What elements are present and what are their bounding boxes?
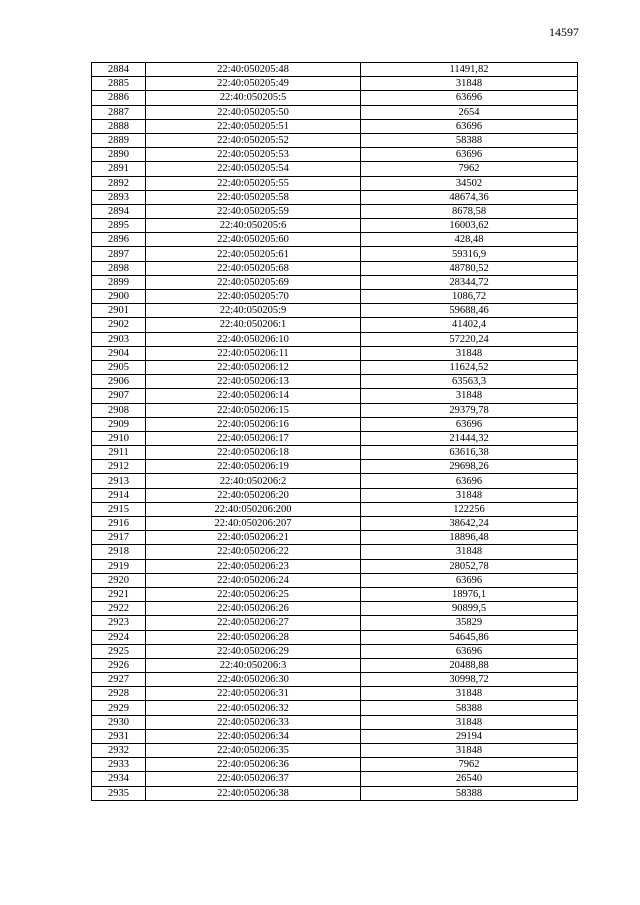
row-number-cell: 2899 bbox=[92, 275, 146, 289]
row-number-cell: 2889 bbox=[92, 133, 146, 147]
row-number-cell: 2905 bbox=[92, 360, 146, 374]
table-row bbox=[92, 105, 578, 119]
value-cell: 31848 bbox=[361, 389, 578, 403]
value-cell: 30998,72 bbox=[361, 673, 578, 687]
value-cell: 31848 bbox=[361, 488, 578, 502]
value-cell: 59688,46 bbox=[361, 304, 578, 318]
cadastral-number-cell: 22:40:050205:51 bbox=[146, 119, 361, 133]
row-number-cell: 2925 bbox=[92, 644, 146, 658]
value-cell: 35829 bbox=[361, 616, 578, 630]
table-row bbox=[92, 290, 578, 304]
value-cell: 11491,82 bbox=[361, 63, 578, 77]
value-cell: 63696 bbox=[361, 417, 578, 431]
cadastral-number-cell: 22:40:050206:23 bbox=[146, 559, 361, 573]
cadastral-number-cell: 22:40:050205:53 bbox=[146, 148, 361, 162]
value-cell: 63696 bbox=[361, 148, 578, 162]
value-cell: 122256 bbox=[361, 502, 578, 516]
value-cell: 63696 bbox=[361, 573, 578, 587]
table-row bbox=[92, 190, 578, 204]
row-number-cell: 2929 bbox=[92, 701, 146, 715]
table-row bbox=[92, 488, 578, 502]
cadastral-number-cell: 22:40:050206:207 bbox=[146, 517, 361, 531]
table-row bbox=[92, 474, 578, 488]
value-cell: 63563,3 bbox=[361, 375, 578, 389]
row-number-cell: 2919 bbox=[92, 559, 146, 573]
cadastral-number-cell: 22:40:050206:20 bbox=[146, 488, 361, 502]
value-cell: 63696 bbox=[361, 644, 578, 658]
table-row bbox=[92, 559, 578, 573]
cadastral-number-cell: 22:40:050206:17 bbox=[146, 431, 361, 445]
table-row bbox=[92, 332, 578, 346]
row-number-cell: 2923 bbox=[92, 616, 146, 630]
table-row bbox=[92, 304, 578, 318]
table-row bbox=[92, 133, 578, 147]
value-cell: 63696 bbox=[361, 91, 578, 105]
cadastral-number-cell: 22:40:050205:48 bbox=[146, 63, 361, 77]
table-row bbox=[92, 176, 578, 190]
table-row bbox=[92, 758, 578, 772]
cadastral-number-cell: 22:40:050205:9 bbox=[146, 304, 361, 318]
row-number-cell: 2924 bbox=[92, 630, 146, 644]
row-number-cell: 2892 bbox=[92, 176, 146, 190]
row-number-cell: 2886 bbox=[92, 91, 146, 105]
row-number-cell: 2901 bbox=[92, 304, 146, 318]
cadastral-number-cell: 22:40:050206:13 bbox=[146, 375, 361, 389]
table-row bbox=[92, 403, 578, 417]
value-cell: 54645,86 bbox=[361, 630, 578, 644]
row-number-cell: 2895 bbox=[92, 219, 146, 233]
row-number-cell: 2887 bbox=[92, 105, 146, 119]
row-number-cell: 2930 bbox=[92, 715, 146, 729]
cadastral-number-cell: 22:40:050205:59 bbox=[146, 204, 361, 218]
cadastral-number-cell: 22:40:050206:21 bbox=[146, 531, 361, 545]
cadastral-number-cell: 22:40:050206:36 bbox=[146, 758, 361, 772]
cadastral-number-cell: 22:40:050205:5 bbox=[146, 91, 361, 105]
cadastral-number-cell: 22:40:050206:34 bbox=[146, 729, 361, 743]
table-row bbox=[92, 460, 578, 474]
row-number-cell: 2904 bbox=[92, 346, 146, 360]
row-number-cell: 2909 bbox=[92, 417, 146, 431]
table-row bbox=[92, 644, 578, 658]
value-cell: 29698,26 bbox=[361, 460, 578, 474]
table-row bbox=[92, 531, 578, 545]
value-cell: 31848 bbox=[361, 715, 578, 729]
cadastral-number-cell: 22:40:050205:6 bbox=[146, 219, 361, 233]
cadastral-number-cell: 22:40:050206:35 bbox=[146, 744, 361, 758]
row-number-cell: 2927 bbox=[92, 673, 146, 687]
value-cell: 26540 bbox=[361, 772, 578, 786]
value-cell: 18976,1 bbox=[361, 587, 578, 601]
row-number-cell: 2928 bbox=[92, 687, 146, 701]
cadastral-number-cell: 22:40:050206:32 bbox=[146, 701, 361, 715]
table-row bbox=[92, 687, 578, 701]
row-number-cell: 2894 bbox=[92, 204, 146, 218]
row-number-cell: 2912 bbox=[92, 460, 146, 474]
table-row bbox=[92, 729, 578, 743]
table-row bbox=[92, 602, 578, 616]
value-cell: 1086,72 bbox=[361, 290, 578, 304]
cadastral-number-cell: 22:40:050206:31 bbox=[146, 687, 361, 701]
table-row bbox=[92, 162, 578, 176]
row-number-cell: 2906 bbox=[92, 375, 146, 389]
table-row bbox=[92, 275, 578, 289]
row-number-cell: 2896 bbox=[92, 233, 146, 247]
page-number: 14597 bbox=[549, 25, 579, 39]
table-row bbox=[92, 786, 578, 800]
table-row bbox=[92, 658, 578, 672]
table-row bbox=[92, 204, 578, 218]
row-number-cell: 2920 bbox=[92, 573, 146, 587]
cadastral-number-cell: 22:40:050206:16 bbox=[146, 417, 361, 431]
value-cell: 7962 bbox=[361, 162, 578, 176]
table-row bbox=[92, 375, 578, 389]
row-number-cell: 2907 bbox=[92, 389, 146, 403]
cadastral-number-cell: 22:40:050205:60 bbox=[146, 233, 361, 247]
cadastral-number-cell: 22:40:050206:26 bbox=[146, 602, 361, 616]
table-row bbox=[92, 318, 578, 332]
table-row bbox=[92, 701, 578, 715]
row-number-cell: 2888 bbox=[92, 119, 146, 133]
cadastral-number-cell: 22:40:050205:52 bbox=[146, 133, 361, 147]
row-number-cell: 2931 bbox=[92, 729, 146, 743]
table-row bbox=[92, 502, 578, 516]
cadastral-number-cell: 22:40:050206:25 bbox=[146, 587, 361, 601]
value-cell: 28052,78 bbox=[361, 559, 578, 573]
cadastral-number-cell: 22:40:050206:15 bbox=[146, 403, 361, 417]
cadastral-number-cell: 22:40:050205:70 bbox=[146, 290, 361, 304]
value-cell: 18896,48 bbox=[361, 531, 578, 545]
row-number-cell: 2893 bbox=[92, 190, 146, 204]
value-cell: 7962 bbox=[361, 758, 578, 772]
value-cell: 428,48 bbox=[361, 233, 578, 247]
value-cell: 63616,38 bbox=[361, 446, 578, 460]
cadastral-number-cell: 22:40:050206:38 bbox=[146, 786, 361, 800]
row-number-cell: 2903 bbox=[92, 332, 146, 346]
cadastral-number-cell: 22:40:050206:37 bbox=[146, 772, 361, 786]
table-row bbox=[92, 616, 578, 630]
cadastral-number-cell: 22:40:050206:10 bbox=[146, 332, 361, 346]
row-number-cell: 2900 bbox=[92, 290, 146, 304]
cadastral-value-table bbox=[91, 62, 578, 801]
table-row bbox=[92, 389, 578, 403]
cadastral-number-cell: 22:40:050205:61 bbox=[146, 247, 361, 261]
table-row bbox=[92, 630, 578, 644]
value-cell: 63696 bbox=[361, 119, 578, 133]
cadastral-number-cell: 22:40:050206:14 bbox=[146, 389, 361, 403]
row-number-cell: 2902 bbox=[92, 318, 146, 332]
cadastral-number-cell: 22:40:050205:69 bbox=[146, 275, 361, 289]
cadastral-number-cell: 22:40:050206:22 bbox=[146, 545, 361, 559]
cadastral-number-cell: 22:40:050205:54 bbox=[146, 162, 361, 176]
cadastral-number-cell: 22:40:050206:12 bbox=[146, 360, 361, 374]
table-row bbox=[92, 545, 578, 559]
cadastral-number-cell: 22:40:050205:55 bbox=[146, 176, 361, 190]
table-row bbox=[92, 91, 578, 105]
row-number-cell: 2916 bbox=[92, 517, 146, 531]
table-row bbox=[92, 77, 578, 91]
row-number-cell: 2918 bbox=[92, 545, 146, 559]
table-row bbox=[92, 715, 578, 729]
value-cell: 34502 bbox=[361, 176, 578, 190]
table-row bbox=[92, 233, 578, 247]
cadastral-number-cell: 22:40:050205:68 bbox=[146, 261, 361, 275]
cadastral-number-cell: 22:40:050206:200 bbox=[146, 502, 361, 516]
value-cell: 58388 bbox=[361, 133, 578, 147]
value-cell: 20488,88 bbox=[361, 658, 578, 672]
value-cell: 58388 bbox=[361, 701, 578, 715]
row-number-cell: 2885 bbox=[92, 77, 146, 91]
row-number-cell: 2884 bbox=[92, 63, 146, 77]
table-row bbox=[92, 148, 578, 162]
cadastral-number-cell: 22:40:050206:1 bbox=[146, 318, 361, 332]
table-row bbox=[92, 517, 578, 531]
value-cell: 48674,36 bbox=[361, 190, 578, 204]
cadastral-number-cell: 22:40:050206:24 bbox=[146, 573, 361, 587]
table-row bbox=[92, 63, 578, 77]
cadastral-number-cell: 22:40:050206:18 bbox=[146, 446, 361, 460]
cadastral-number-cell: 22:40:050206:27 bbox=[146, 616, 361, 630]
cadastral-number-cell: 22:40:050206:33 bbox=[146, 715, 361, 729]
row-number-cell: 2935 bbox=[92, 786, 146, 800]
table-row bbox=[92, 346, 578, 360]
cadastral-number-cell: 22:40:050205:50 bbox=[146, 105, 361, 119]
value-cell: 8678,58 bbox=[361, 204, 578, 218]
table-row bbox=[92, 573, 578, 587]
table-row bbox=[92, 417, 578, 431]
value-cell: 41402,4 bbox=[361, 318, 578, 332]
table-row bbox=[92, 431, 578, 445]
row-number-cell: 2932 bbox=[92, 744, 146, 758]
row-number-cell: 2910 bbox=[92, 431, 146, 445]
table-row bbox=[92, 446, 578, 460]
value-cell: 31848 bbox=[361, 687, 578, 701]
value-cell: 38642,24 bbox=[361, 517, 578, 531]
value-cell: 31848 bbox=[361, 77, 578, 91]
table-row bbox=[92, 261, 578, 275]
table-row bbox=[92, 360, 578, 374]
cadastral-number-cell: 22:40:050206:28 bbox=[146, 630, 361, 644]
row-number-cell: 2891 bbox=[92, 162, 146, 176]
cadastral-number-cell: 22:40:050205:58 bbox=[146, 190, 361, 204]
table-body bbox=[92, 63, 578, 801]
row-number-cell: 2890 bbox=[92, 148, 146, 162]
value-cell: 90899,5 bbox=[361, 602, 578, 616]
value-cell: 11624,52 bbox=[361, 360, 578, 374]
row-number-cell: 2911 bbox=[92, 446, 146, 460]
value-cell: 48780,52 bbox=[361, 261, 578, 275]
row-number-cell: 2921 bbox=[92, 587, 146, 601]
value-cell: 28344,72 bbox=[361, 275, 578, 289]
row-number-cell: 2914 bbox=[92, 488, 146, 502]
table-row bbox=[92, 673, 578, 687]
value-cell: 58388 bbox=[361, 786, 578, 800]
row-number-cell: 2915 bbox=[92, 502, 146, 516]
value-cell: 31848 bbox=[361, 744, 578, 758]
value-cell: 57220,24 bbox=[361, 332, 578, 346]
row-number-cell: 2934 bbox=[92, 772, 146, 786]
value-cell: 31848 bbox=[361, 346, 578, 360]
row-number-cell: 2897 bbox=[92, 247, 146, 261]
cadastral-number-cell: 22:40:050206:30 bbox=[146, 673, 361, 687]
cadastral-number-cell: 22:40:050206:29 bbox=[146, 644, 361, 658]
row-number-cell: 2933 bbox=[92, 758, 146, 772]
table-row bbox=[92, 744, 578, 758]
table-row bbox=[92, 772, 578, 786]
value-cell: 31848 bbox=[361, 545, 578, 559]
cadastral-number-cell: 22:40:050205:49 bbox=[146, 77, 361, 91]
table-row bbox=[92, 247, 578, 261]
row-number-cell: 2917 bbox=[92, 531, 146, 545]
table-row bbox=[92, 119, 578, 133]
row-number-cell: 2922 bbox=[92, 602, 146, 616]
value-cell: 16003,62 bbox=[361, 219, 578, 233]
cadastral-number-cell: 22:40:050206:11 bbox=[146, 346, 361, 360]
cadastral-number-cell: 22:40:050206:2 bbox=[146, 474, 361, 488]
value-cell: 21444,32 bbox=[361, 431, 578, 445]
table-row bbox=[92, 587, 578, 601]
table-row bbox=[92, 219, 578, 233]
row-number-cell: 2898 bbox=[92, 261, 146, 275]
cadastral-number-cell: 22:40:050206:19 bbox=[146, 460, 361, 474]
row-number-cell: 2913 bbox=[92, 474, 146, 488]
value-cell: 29379,78 bbox=[361, 403, 578, 417]
value-cell: 59316,9 bbox=[361, 247, 578, 261]
value-cell: 63696 bbox=[361, 474, 578, 488]
row-number-cell: 2908 bbox=[92, 403, 146, 417]
row-number-cell: 2926 bbox=[92, 658, 146, 672]
value-cell: 2654 bbox=[361, 105, 578, 119]
value-cell: 29194 bbox=[361, 729, 578, 743]
cadastral-number-cell: 22:40:050206:3 bbox=[146, 658, 361, 672]
